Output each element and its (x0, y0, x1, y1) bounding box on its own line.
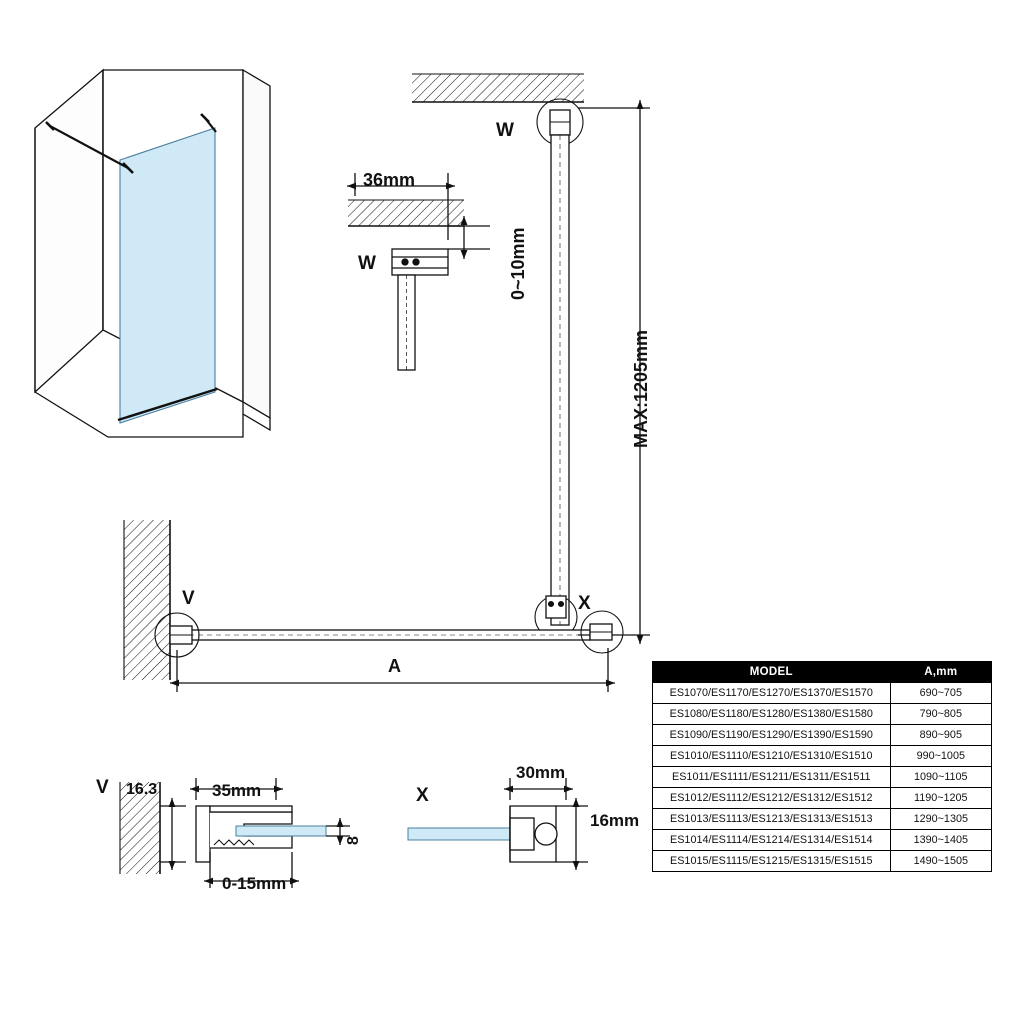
cell-a: 690~705 (890, 683, 991, 704)
label-x-detail: X (416, 785, 429, 806)
x-section-detail (408, 778, 588, 870)
cell-model: ES1010/ES1110/ES1210/ES1310/ES1510 (653, 746, 891, 767)
dim-end-profile-width: 30mm (516, 763, 566, 782)
cell-a: 1390~1405 (890, 830, 991, 851)
label-v-plan: V (182, 588, 195, 609)
table-row (653, 788, 992, 809)
dim-profile-height: 16.3 (126, 781, 158, 798)
dim-bracket-adjust: 0~10mm (508, 227, 528, 300)
dim-glass-thickness: 8 (345, 836, 362, 845)
table-row (653, 683, 992, 704)
dim-wall-adjust: 0-15mm (222, 874, 287, 893)
cell-model: ES1015/ES1115/ES1215/ES1315/ES1515 (653, 851, 891, 872)
table-row (653, 725, 992, 746)
dim-end-profile-height: 16mm (590, 811, 640, 830)
cell-model: ES1011/ES1111/ES1211/ES1311/ES1511 (653, 767, 891, 788)
label-w-detail: W (358, 253, 376, 274)
table-header-model: MODEL (653, 662, 891, 683)
cell-a: 1290~1305 (890, 809, 991, 830)
table-row (653, 809, 992, 830)
dim-a: A (388, 656, 401, 676)
cell-model: ES1014/ES1114/ES1214/ES1314/ES1514 (653, 830, 891, 851)
table-header-row (653, 662, 992, 683)
label-w-top: W (496, 120, 514, 141)
cell-a: 790~805 (890, 704, 991, 725)
dim-bracket-width: 36mm (363, 170, 416, 190)
table-row (653, 704, 992, 725)
cell-model: ES1012/ES1112/ES1212/ES1312/ES1512 (653, 788, 891, 809)
cell-model: ES1013/ES1113/ES1213/ES1313/ES1513 (653, 809, 891, 830)
cell-a: 990~1005 (890, 746, 991, 767)
model-dimension-table (652, 661, 992, 872)
table-row (653, 767, 992, 788)
dim-profile-width: 35mm (212, 781, 262, 800)
cell-model: ES1070/ES1170/ES1270/ES1370/ES1570 (653, 683, 891, 704)
table-row (653, 830, 992, 851)
table-header-a: A,mm (890, 662, 991, 683)
cell-a: 890~905 (890, 725, 991, 746)
label-x-plan: X (578, 593, 591, 614)
table-row (653, 746, 992, 767)
dim-max-height: MAX:1205mm (631, 329, 651, 448)
label-v-detail: V (96, 777, 109, 798)
cell-model: ES1080/ES1180/ES1280/ES1380/ES1580 (653, 704, 891, 725)
cell-a: 1090~1105 (890, 767, 991, 788)
cell-a: 1190~1205 (890, 788, 991, 809)
table-row (653, 851, 992, 872)
isometric-view (35, 70, 270, 437)
cell-model: ES1090/ES1190/ES1290/ES1390/ES1590 (653, 725, 891, 746)
cell-a: 1490~1505 (890, 851, 991, 872)
